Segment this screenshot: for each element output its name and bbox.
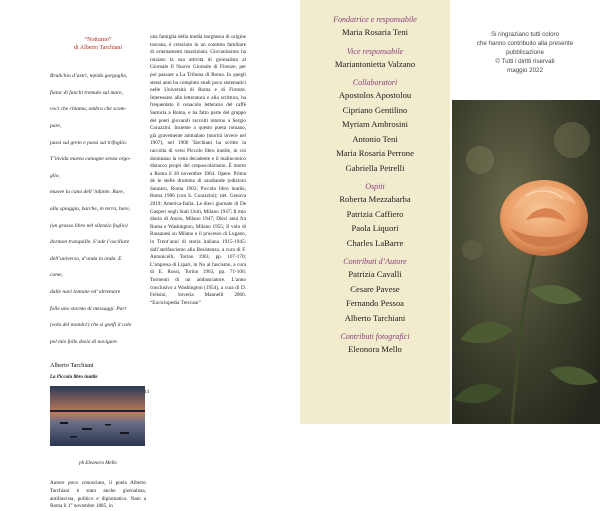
credits-name: Maria Rosaria Teni: [341, 27, 409, 37]
credits-name: Roberta Mezzabarba: [339, 194, 411, 204]
poem-title: [50, 36, 146, 52]
credits-role: Ospiti: [365, 182, 385, 191]
credits-role: Contributi d’Autore: [343, 257, 407, 266]
credits-section: [300, 331, 450, 357]
poem-line: Brulichio d’astri, tepido gorgoglio,: [50, 73, 128, 80]
credits-section: [300, 14, 450, 40]
credits-name: Alberto Tarchiani: [344, 312, 406, 323]
poem-line: voci che chiama, ombra che scom-: [50, 106, 127, 113]
poem-line: fiatar di fanchi tremulo sul mare,: [50, 89, 123, 96]
credits-name: Patrizia Caffiero: [346, 208, 404, 219]
poem-title-line: “Notturno”: [84, 37, 112, 43]
poem-line: (vola del mondo!) che si gonfi il colo: [50, 322, 132, 329]
credits-section: [300, 181, 450, 250]
acknowledgements: [462, 30, 588, 75]
credits-name: Charles LaBarre: [346, 237, 404, 248]
credits-name: Cesare Pavese: [350, 283, 400, 294]
credits-section: [300, 256, 450, 325]
poem-title-line: di Alberto Tarchiani: [73, 45, 123, 51]
credits-name: Mariantonietta Valzano: [334, 58, 416, 69]
harbor-photo: [50, 386, 145, 446]
poem-line: dalle navi lontane ed’ altremare: [50, 289, 121, 296]
poem-line: passi sul greto e passi sul trifoglio.: [50, 139, 127, 146]
credits-name: Gabriella Petrelli: [345, 162, 405, 173]
poem-line: dell’universo, d’onda in onda. E: [50, 255, 122, 262]
poem-line: muove la cuna dell’ infante. Rare,: [50, 189, 125, 196]
credits-name: Eleonora Mello: [348, 344, 402, 354]
poem-text: [50, 64, 146, 354]
credits-name: Antonio Teni: [352, 133, 398, 144]
credits-page: [300, 0, 450, 424]
poem-line: pare,: [50, 123, 62, 130]
page-number: 44: [144, 390, 149, 395]
credits-section: [300, 77, 450, 175]
credits-name: Cipriano Gentilino: [342, 104, 408, 115]
thanks-line: Si ringraziano tutti coloro: [490, 31, 560, 38]
credits-list: [300, 14, 450, 357]
credits-role: Contributi fotografici: [340, 332, 410, 341]
thanks-line: che hanno contribuito alla presente: [476, 40, 574, 47]
credits-name: Maria Rosaria Perrone: [336, 148, 414, 158]
credits-role: Vice responsabile: [346, 46, 404, 56]
left-column: [50, 36, 146, 511]
poem-line: pel mio folle desio di navigare.: [50, 338, 119, 345]
credits-section: [300, 46, 450, 72]
credits-name: Myriam Ambrosini: [341, 119, 409, 129]
poem-line: folle uno stormo di messaggi. Parr: [50, 305, 127, 312]
thanks-line: pubblicazione: [506, 49, 544, 56]
credits-name: Apostolos Apostolou: [338, 90, 412, 100]
poem-line: glio,: [50, 172, 60, 179]
credits-name: Fernando Pessoa: [346, 298, 404, 308]
bio-text-continued: una famiglia della media borghesia di origine toscana, è cresciuto in un contesto familiare di orientamenti mazziniani. Giovanissimo ha iniziato la sua attività di giornalista al Giornale Il Nuovo Giornale di Firenze, per poi passare a La Tribuna di Roma. In quegli stessi anni ha compiuto studi poco sistematici nelle Università di Roma e di Firenze. Interessato alla letteratura e alla scrittura, ha frequentato il cenacolo letterario del caffè Sartoria a Roma, e ha fatto parte del gruppo dei poeti giovanili raccolti intorno a Sergio Corazzini. Insieme a questo poeta romano, già gravemente ammalato (morirà invece nel 1907), nel 1906 Tarchiani ha scritto la raccolta di versi Piccolo libro inutile, in cui dominano la vena decadente e il malinconico distacco propri del crepuscolarismo. È morto a Roma il 30 novembre 1964. Opere. Prima de le stelle drumma di sarabande (edizioni Sanzaro, Roma 1903; Piccolo libro inutile, Roma 1906 (con S. Corazzini); riet. Genova 2019; America-Italia. Le dieci giornate di De Gasperi negli Stati Uniti, Milano 1947; Il mio diario di Anzio, Milano 1947; Dieci anni fra Roma e Washington, Milano 1955; Il volo di Bassanesi su Milano e il processo di Lugano, in Trent’anni di storia italiana 1915-1945: dall’antifascismo alla Resistenza, a cura di F. Antonicelli, Torino 1961, pp. 107-170; L’impresa di Lipari, in No al fascismo, a cura di E. Rossi, Torino 1963, pp. 71-106; Tormenti di un ambasciatore. L’anno conclusivo a Washington (1954), a cura di D. Felisini, Soveria Mannelli 2006. “Enciclopedia Treccani”: [150, 34, 246, 306]
poem-line: T’invida marea canagne senza orgo-: [50, 156, 131, 163]
credits-role: Fondatrice e responsabile: [333, 15, 417, 24]
poem-line: dormon tranquille. S’ode l’oscillare: [50, 239, 130, 246]
left-page: [0, 0, 300, 510]
photo-title: La Piccola libro inutile: [50, 375, 98, 381]
poem-line: (un grasso libro nel silenzio foglio): [50, 222, 128, 229]
poem-line: come,: [50, 272, 63, 279]
bio-text-start: Autore poco conosciuto, il poeta Alberto Tarchiani è stato anche giornalista, antifascista, politico e diplomatico. Nato a Roma il 1° novembre 1885, in: [50, 480, 146, 510]
credits-name: Patrizia Cavalli: [348, 269, 402, 279]
credits-role: Collaboratori: [352, 78, 398, 87]
photo-credit: ph Eleonora Mello: [79, 461, 117, 467]
credits-name: Paola Liquori: [351, 223, 399, 233]
copyright-line: © Tutti i diritti riservati: [495, 58, 555, 65]
poem-line: alla spiaggia, barche, in terra, bare,: [50, 206, 131, 213]
date-line: maggio 2022: [507, 67, 543, 74]
rose-photo: [452, 100, 600, 424]
poem-author: Alberto Tarchiani: [50, 362, 94, 370]
